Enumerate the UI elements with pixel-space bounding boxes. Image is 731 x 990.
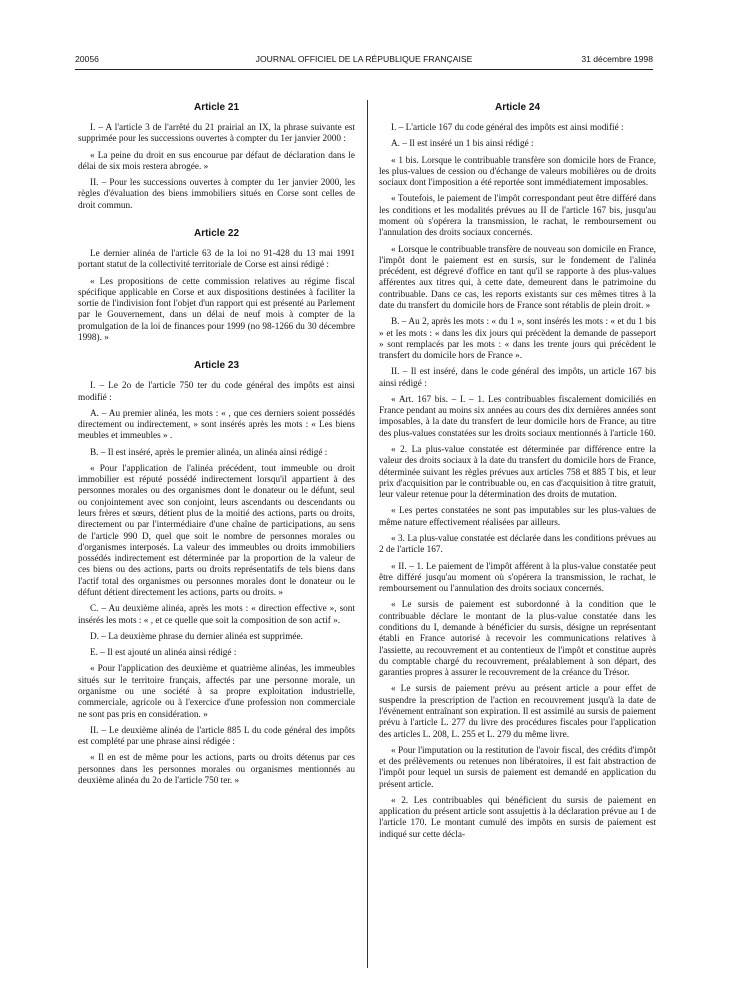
- paragraph: « 1 bis. Lorsque le contribuable transfère son domicile hors de France, les plus-values de cession ou d'échange de valeurs mobilières ou de droits sociaux dont l'imposition a été reportée sont immédiatement imposables.: [379, 155, 656, 189]
- paragraph: II. – Le deuxième alinéa de l'article 885 L du code général des impôts est complété par une phrase ainsi rédigée :: [78, 725, 355, 748]
- paragraph: II. – Pour les successions ouvertes à compter du 1er janvier 2000, les règles d'évaluation des biens immobiliers situés en Corse sont celles de droit commun.: [78, 178, 355, 211]
- paragraph: I. – Le 2o de l'article 750 ter du code général des impôts est ainsi modifié :: [78, 381, 355, 403]
- page-number: 20056: [75, 54, 99, 64]
- paragraph: « Pour l'application de l'alinéa précédent, tout immeuble ou droit immobilier est réputé possédé indirectement lorsqu'il appartient à des personnes morales ou des organismes dont le donateur ou le défunt, seul ou conjointement avec son conjoint, leurs ascendants ou descendants ou leurs frères et sœurs, détient plus de la moitié des actions, parts ou droits, directement ou par l'intermédiaire d'une chaîne de participations, au sens de l'article 990 D, quel que soit le nombre de personnes morales ou d'organismes interposés. La valeur des immeubles ou droits immobiliers possédés indirectement est déterminée par la proportion de la valeur de ces biens ou des actions, parts ou droits représentatifs de tels biens dans l'actif total des organismes ou personnes morales dont le donateur ou le défunt détient directement les actions, parts ou droits. »: [78, 463, 355, 598]
- paragraph: Le dernier alinéa de l'article 63 de la loi no 91-428 du 13 mai 1991 portant statut de la collectivité territoriale de Corse est ainsi rédigé :: [78, 248, 355, 271]
- paragraph: « Les propositions de cette commission relatives au régime fiscal spécifique applicable en Corse et aux dispositions destinées à faciliter la sortie de l'indivision font l'objet d'un rapport qui est présenté au Parlement par le Gouvernement, dans un délai de neuf mois à compter de la promulgation de la loi de finances pour 1999 (no 98-1266 du 30 décembre 1998). »: [78, 276, 355, 343]
- journal-title: JOURNAL OFFICIEL DE LA RÉPUBLIQUE FRANÇAISE: [255, 54, 473, 64]
- paragraph: « Art. 167 bis. – I. – 1. Les contribuables fiscalement domiciliés en France pendant au moins six années au cours des dix dernières années sont imposables, à la date du transfert de leur domicile hors de France, au titre des plus-values constatées sur les droits sociaux mentionnés à l'article 160.: [379, 394, 656, 439]
- paragraph: « Lorsque le contribuable transfère de nouveau son domicile en France, l'impôt dont le paiement est en sursis, sur le fondement de l'alinéa précédent, est dégrevé d'office en tant qu'il se rapporte à des plus-values afférentes aux titres qui, à cette date, demeurent dans le patrimoine du contribuable. Dans ce cas, les reports existants sur ces mêmes titres à la date du transfert du domicile hors de France sont rétablis de plein droit. »: [379, 244, 656, 311]
- section-spacer: [78, 349, 355, 359]
- left-column: [78, 101, 355, 792]
- article-heading: Article 23: [193, 360, 240, 372]
- column-divider: [367, 100, 368, 968]
- paragraph: « Pour l'imputation ou la restitution de l'avoir fiscal, des crédits d'impôt et des prélèvements ou retenues non libératoires, il est fait abstraction de l'impôt pour lequel un sursis de paiement est demandé en application du présent article.: [379, 745, 656, 790]
- article-heading: Article 24: [494, 102, 541, 113]
- section-spacer: [78, 217, 355, 227]
- article-heading: Article 22: [193, 227, 240, 239]
- paragraph: « 3. La plus-value constatée est déclarée dans les conditions prévues au 2 de l'article 167.: [379, 534, 656, 556]
- paragraph: E. – Il est ajouté un alinéa ainsi rédigé :: [90, 648, 237, 659]
- paragraph: I. – A l'article 3 de l'arrêté du 21 prairial an IX, la phrase suivante est supprimée pour les successions ouvertes à compter du 1er janvier 2000 :: [78, 123, 355, 145]
- paragraph: « Les pertes constatées ne sont pas imputables sur les plus-values de même nature effectivement réalisées par ailleurs.: [379, 506, 656, 528]
- paragraph: « 2. Les contribuables qui bénéficient du sursis de paiement en application du présent article sont assujettis à la déclaration prévue au 1 de l'article 170. Le montant cumulé des impôts en sursis de paiement est indiqué sur cette décla-: [379, 795, 656, 840]
- article-heading: Article 21: [193, 102, 240, 113]
- paragraph: A. – Il est inséré un 1 bis ainsi rédigé :: [391, 139, 534, 150]
- paragraph: I. – L'article 167 du code général des impôts est ainsi modifié :: [391, 123, 624, 133]
- paragraph: D. – La deuxième phrase du dernier alinéa est supprimée.: [90, 631, 303, 642]
- paragraph: B. – Au 2, après les mots : « du 1 », sont insérés les mots : « et du 1 bis » et les mots : « dans les dix jours qui précèdent la demande de passeport » sont remplacés par les mots : « dans les trente jours qui précèdent le transfert du domicile hors de France ».: [379, 317, 656, 362]
- page-header: [75, 54, 653, 66]
- paragraph: A. – Au premier alinéa, les mots : « , que ces derniers soient possédés directement ou indirectement, » sont insérés après les mots : « Les biens meubles et immeubles » .: [78, 408, 355, 442]
- right-column: [379, 101, 656, 846]
- paragraph: « Il en est de même pour les actions, parts ou droits détenus par ces personnes dans les personnes morales ou organismes mentionnés au deuxième alinéa du 2o de l'article 750 ter. »: [78, 753, 355, 786]
- paragraph: B. – Il est inséré, après le premier alinéa, un alinéa ainsi rédigé :: [90, 447, 328, 458]
- header-rule: [75, 69, 653, 70]
- paragraph: « Le sursis de paiement prévu au présent article a pour effet de suspendre la prescription de l'action en recouvrement jusqu'à la date de l'événement entraînant son expiration. Il est assimilé au sursis de paiement prévu à l'article L. 277 du livre des procédures fiscales pour l'application des articles L. 208, L. 255 et L. 279 du même livre.: [379, 684, 656, 740]
- paragraph: II. – Il est inséré, dans le code général des impôts, un article 167 bis ainsi rédigé :: [379, 367, 656, 389]
- paragraph: « 2. La plus-value constatée est déterminée par différence entre la valeur des droits sociaux à la date du transfert du domicile hors de France, déterminée suivant les règles prévues aux articles 758 et 885 T bis, et leur prix d'acquisition par le contribuable ou, en cas d'acquisition à titre gratuit, leur valeur retenue pour la détermination des droits de mutation.: [379, 445, 656, 501]
- paragraph: C. – Au deuxième alinéa, après les mots : « direction effective », sont insérés les mots : « , et ce quelle que soit la composition de son actif ».: [78, 604, 355, 626]
- paragraph: « Toutefois, le paiement de l'impôt correspondant peut être différé dans les conditions et les modalités prévues au II de l'article 167 bis, jusqu'au moment où s'opérera la transmission, le rachat, le remboursement ou l'annulation des droits sociaux concernés.: [379, 194, 656, 239]
- issue-date: 31 décembre 1998: [581, 54, 653, 64]
- paragraph: « Le sursis de paiement est subordonné à la condition que le contribuable déclare le montant de la plus-value constatée dans les conditions du I, demande à bénéficier du sursis, désigne un représentant établi en France autorisé à recevoir les communications relatives à l'assiette, au recouvrement et au contentieux de l'impôt et constitue auprès du comptable chargé du recouvrement, préalablement à son départ, des garanties propres à assurer le recouvrement de la créance du Trésor.: [379, 600, 656, 679]
- paragraph: « Pour l'application des deuxième et quatrième alinéas, les immeubles situés sur le territoire français, affectés par une personne morale, un organisme ou une société à sa propre exploitation industrielle, commerciale, agricole ou à l'exercice d'une profession non commerciale ne sont pas pris en considération. »: [78, 664, 355, 720]
- paragraph: « II. – 1. Le paiement de l'impôt afférent à la plus-value constatée peut être différé jusqu'au moment où s'opérera la transmission, le rachat, le remboursement ou l'annulation des droits sociaux concernés.: [379, 561, 656, 595]
- paragraph: « La peine du droit en sus encourue par défaut de déclaration dans le délai de six mois restera abrogée. »: [78, 150, 355, 172]
